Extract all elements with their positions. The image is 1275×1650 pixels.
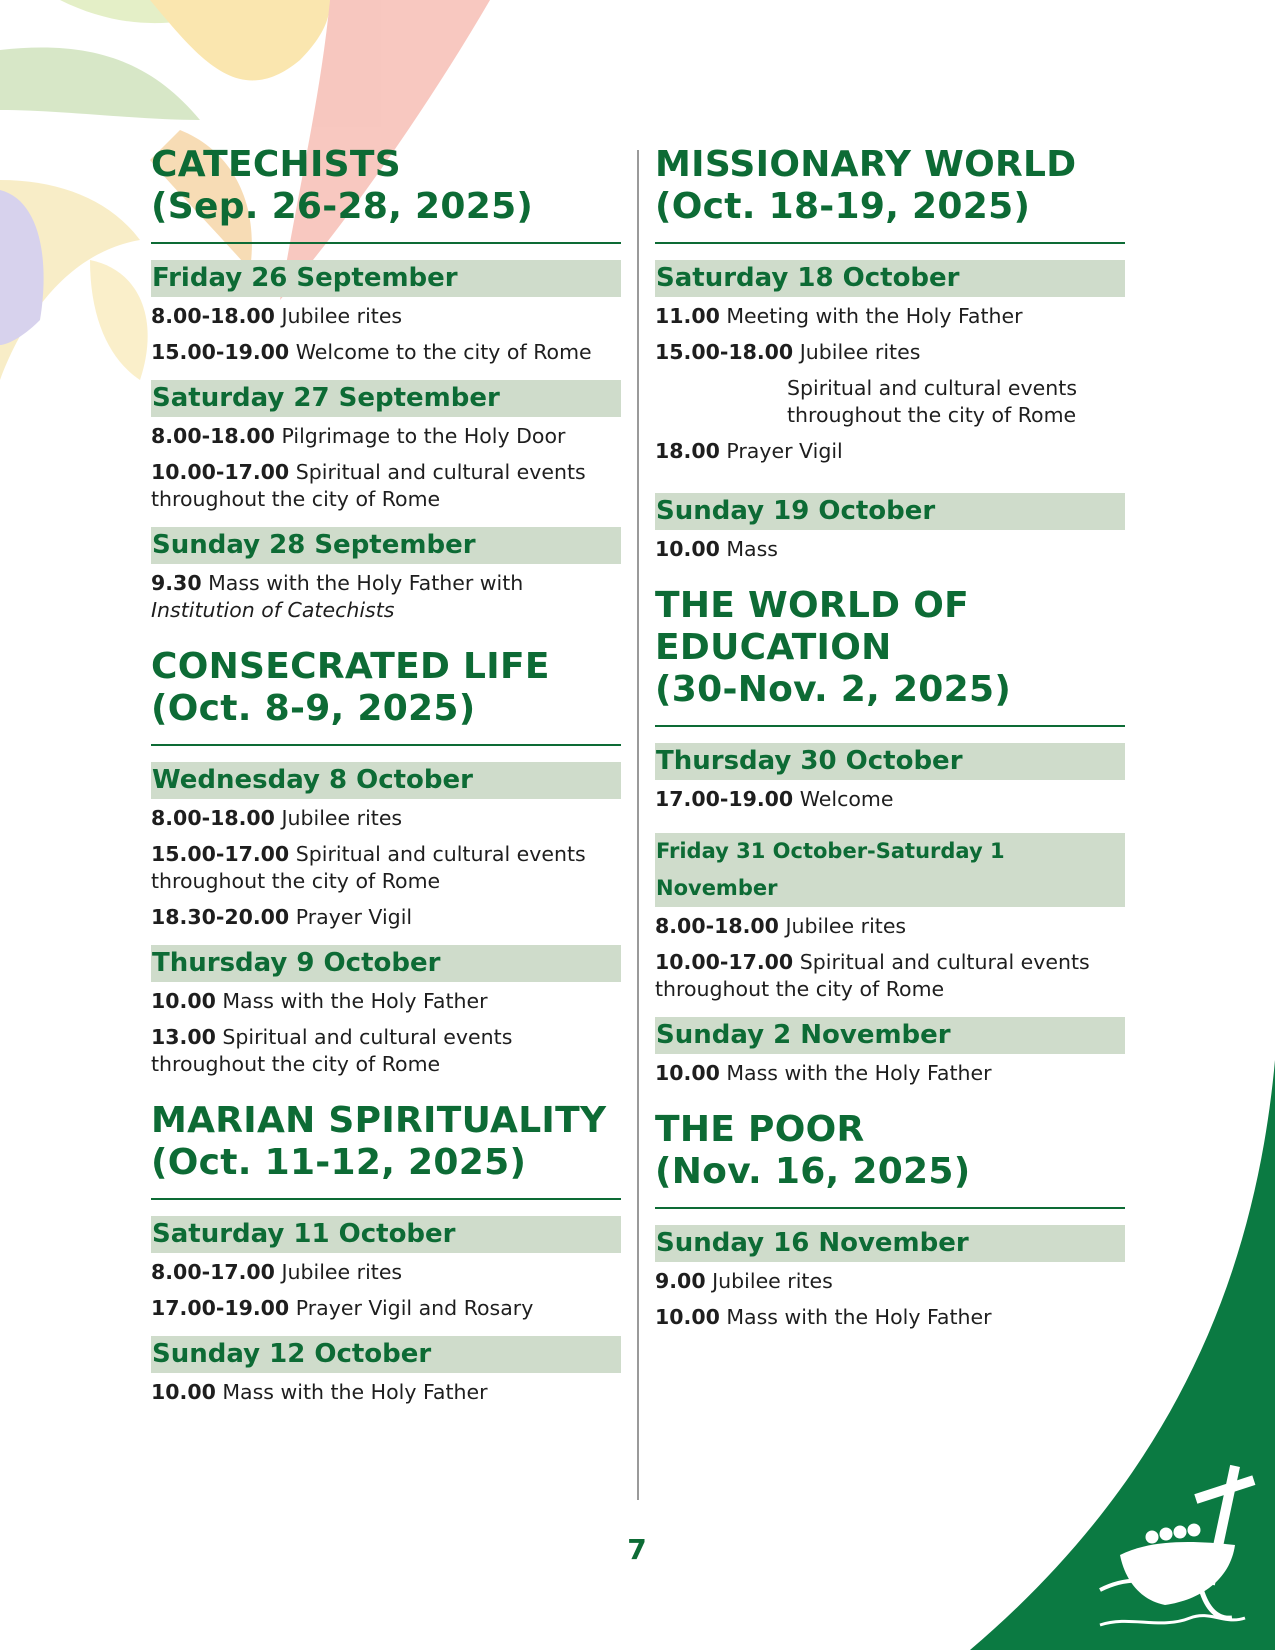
event-time: 18.30-20.00	[151, 905, 290, 929]
event-text: Pilgrimage to the Holy Door	[281, 424, 566, 448]
event-time: 18.00	[655, 439, 720, 463]
section-rule	[151, 1198, 621, 1200]
section-title-line: THE WORLD OF	[655, 585, 969, 626]
section-consecrated-life	[151, 646, 621, 1078]
event-text: Jubilee rites	[281, 806, 403, 830]
event-item	[151, 841, 621, 895]
event-time: 10.00	[151, 1380, 216, 1404]
event-item	[151, 1024, 621, 1078]
event-item	[655, 786, 1125, 813]
event-item	[151, 988, 621, 1015]
event-time: 8.00-18.00	[151, 424, 275, 448]
day-block	[151, 260, 621, 366]
right-column	[655, 144, 1125, 1353]
section-rule	[655, 725, 1125, 727]
day-block	[655, 1225, 1125, 1331]
event-text: Prayer Vigil	[295, 905, 413, 929]
section-title	[655, 1109, 1125, 1193]
event-time: 10.00	[655, 537, 720, 561]
event-text: Spiritual and cultural events throughout the city of Rome	[151, 460, 586, 511]
day-block	[151, 380, 621, 513]
section-title-line: CATECHISTS	[151, 144, 401, 185]
event-text: Spiritual and cultural events throughout the city of Rome	[655, 950, 1090, 1001]
event-text: Jubilee rites	[785, 914, 907, 938]
event-item	[655, 1060, 1125, 1087]
section-title	[151, 1100, 621, 1184]
event-item	[655, 339, 1125, 366]
event-item	[655, 438, 1125, 465]
section-title-line: MISSIONARY WORLD	[655, 144, 1077, 185]
day-block	[151, 945, 621, 1078]
event-time: 15.00-19.00	[151, 340, 290, 364]
section-title-dates: (Nov. 16, 2025)	[655, 1151, 971, 1192]
event-item	[655, 1304, 1125, 1331]
event-text: Welcome to the city of Rome	[295, 340, 592, 364]
section-title-dates: (30-Nov. 2, 2025)	[655, 669, 1012, 710]
event-text: Prayer Vigil	[726, 439, 843, 463]
day-header: Sunday 16 November	[655, 1225, 1125, 1262]
event-item	[151, 1295, 621, 1322]
event-time: 17.00-19.00	[655, 787, 794, 811]
event-item	[151, 1379, 621, 1406]
day-header: Saturday 27 September	[151, 380, 621, 417]
day-block	[655, 260, 1125, 465]
section-title-line: EDUCATION	[655, 627, 892, 668]
event-time: 8.00-18.00	[151, 304, 275, 328]
event-time: 10.00-17.00	[655, 950, 794, 974]
section-title-line: MARIAN SPIRITUALITY	[151, 1100, 607, 1141]
event-text: Spiritual and cultural events throughout the city of Rome	[787, 376, 1077, 427]
event-time: 15.00-17.00	[151, 842, 290, 866]
section-catechists	[151, 144, 621, 624]
section-rule	[151, 744, 621, 746]
day-block	[151, 527, 621, 624]
event-item	[655, 536, 1125, 563]
event-item	[151, 904, 621, 931]
event-item	[655, 375, 1125, 429]
event-time: 10.00	[151, 989, 216, 1013]
event-text: Mass with the Holy Father	[222, 989, 488, 1013]
event-item	[151, 570, 621, 624]
event-time: 17.00-19.00	[151, 1296, 290, 1320]
day-header: Sunday 28 September	[151, 527, 621, 564]
section-title-dates: (Sep. 26-28, 2025)	[151, 186, 534, 227]
section-rule	[655, 242, 1125, 244]
event-time: 13.00	[151, 1025, 216, 1049]
day-header: Sunday 2 November	[655, 1017, 1125, 1054]
event-item	[655, 913, 1125, 940]
day-block	[151, 1216, 621, 1322]
event-text: Mass with the Holy Father	[726, 1305, 992, 1329]
day-block	[151, 1336, 621, 1406]
day-block	[151, 762, 621, 931]
section-missionary-world	[655, 144, 1125, 563]
section-title-line: THE POOR	[655, 1109, 865, 1150]
event-text: Jubilee rites	[799, 340, 921, 364]
section-title	[151, 646, 621, 730]
event-text: Prayer Vigil and Rosary	[295, 1296, 534, 1320]
day-header: Thursday 9 October	[151, 945, 621, 982]
section-title	[655, 585, 1125, 711]
event-text: Jubilee rites	[281, 1260, 403, 1284]
day-header: Saturday 11 October	[151, 1216, 621, 1253]
day-header: Wednesday 8 October	[151, 762, 621, 799]
section-title	[151, 144, 621, 228]
event-time: 9.00	[655, 1269, 706, 1293]
event-time: 8.00-18.00	[655, 914, 779, 938]
event-time: 9.30	[151, 571, 202, 595]
event-item	[655, 949, 1125, 1003]
event-text: Welcome	[799, 787, 894, 811]
event-note: Institution of Catechists	[151, 598, 395, 622]
event-item	[151, 303, 621, 330]
section-title-line: CONSECRATED LIFE	[151, 646, 550, 687]
section-title-dates: (Oct. 11-12, 2025)	[151, 1142, 527, 1183]
day-block	[655, 493, 1125, 563]
event-time: 10.00	[655, 1061, 720, 1085]
event-text: Mass with the Holy Father with	[208, 571, 524, 595]
event-text: Mass	[726, 537, 778, 561]
event-text: Spiritual and cultural events throughout the city of Rome	[151, 842, 586, 893]
day-block	[655, 1017, 1125, 1087]
event-text: Jubilee rites	[712, 1269, 833, 1293]
section-title-dates: (Oct. 18-19, 2025)	[655, 186, 1031, 227]
day-header: Friday 26 September	[151, 260, 621, 297]
event-item	[655, 303, 1125, 330]
event-time: 10.00	[655, 1305, 720, 1329]
event-item	[151, 423, 621, 450]
event-time: 8.00-17.00	[151, 1260, 275, 1284]
section-rule	[151, 242, 621, 244]
day-header: Saturday 18 October	[655, 260, 1125, 297]
day-header: Sunday 19 October	[655, 493, 1125, 530]
event-item	[655, 1268, 1125, 1295]
event-item	[151, 1259, 621, 1286]
section-title	[655, 144, 1125, 228]
event-time: 15.00-18.00	[655, 340, 794, 364]
column-divider	[637, 150, 639, 1500]
left-column	[151, 144, 621, 1428]
day-header: Friday 31 October-Saturday 1 November	[655, 833, 1125, 907]
section-the-poor	[655, 1109, 1125, 1331]
section-world-of-education	[655, 585, 1125, 1087]
page-number: 7	[627, 1533, 647, 1566]
event-item	[151, 339, 621, 366]
event-time: 10.00-17.00	[151, 460, 290, 484]
event-item	[151, 805, 621, 832]
event-text: Spiritual and cultural events throughout the city of Rome	[151, 1025, 513, 1076]
day-block	[655, 833, 1125, 1003]
event-time: 8.00-18.00	[151, 806, 275, 830]
event-text: Jubilee rites	[281, 304, 403, 328]
event-item	[151, 459, 621, 513]
day-header: Sunday 12 October	[151, 1336, 621, 1373]
section-rule	[655, 1207, 1125, 1209]
event-text: Mass with the Holy Father	[726, 1061, 992, 1085]
event-text: Mass with the Holy Father	[222, 1380, 488, 1404]
event-text: Meeting with the Holy Father	[726, 304, 1023, 328]
event-time: 11.00	[655, 304, 720, 328]
day-block	[655, 743, 1125, 813]
day-header: Thursday 30 October	[655, 743, 1125, 780]
section-marian-spirituality	[151, 1100, 621, 1406]
section-title-dates: (Oct. 8-9, 2025)	[151, 688, 476, 729]
